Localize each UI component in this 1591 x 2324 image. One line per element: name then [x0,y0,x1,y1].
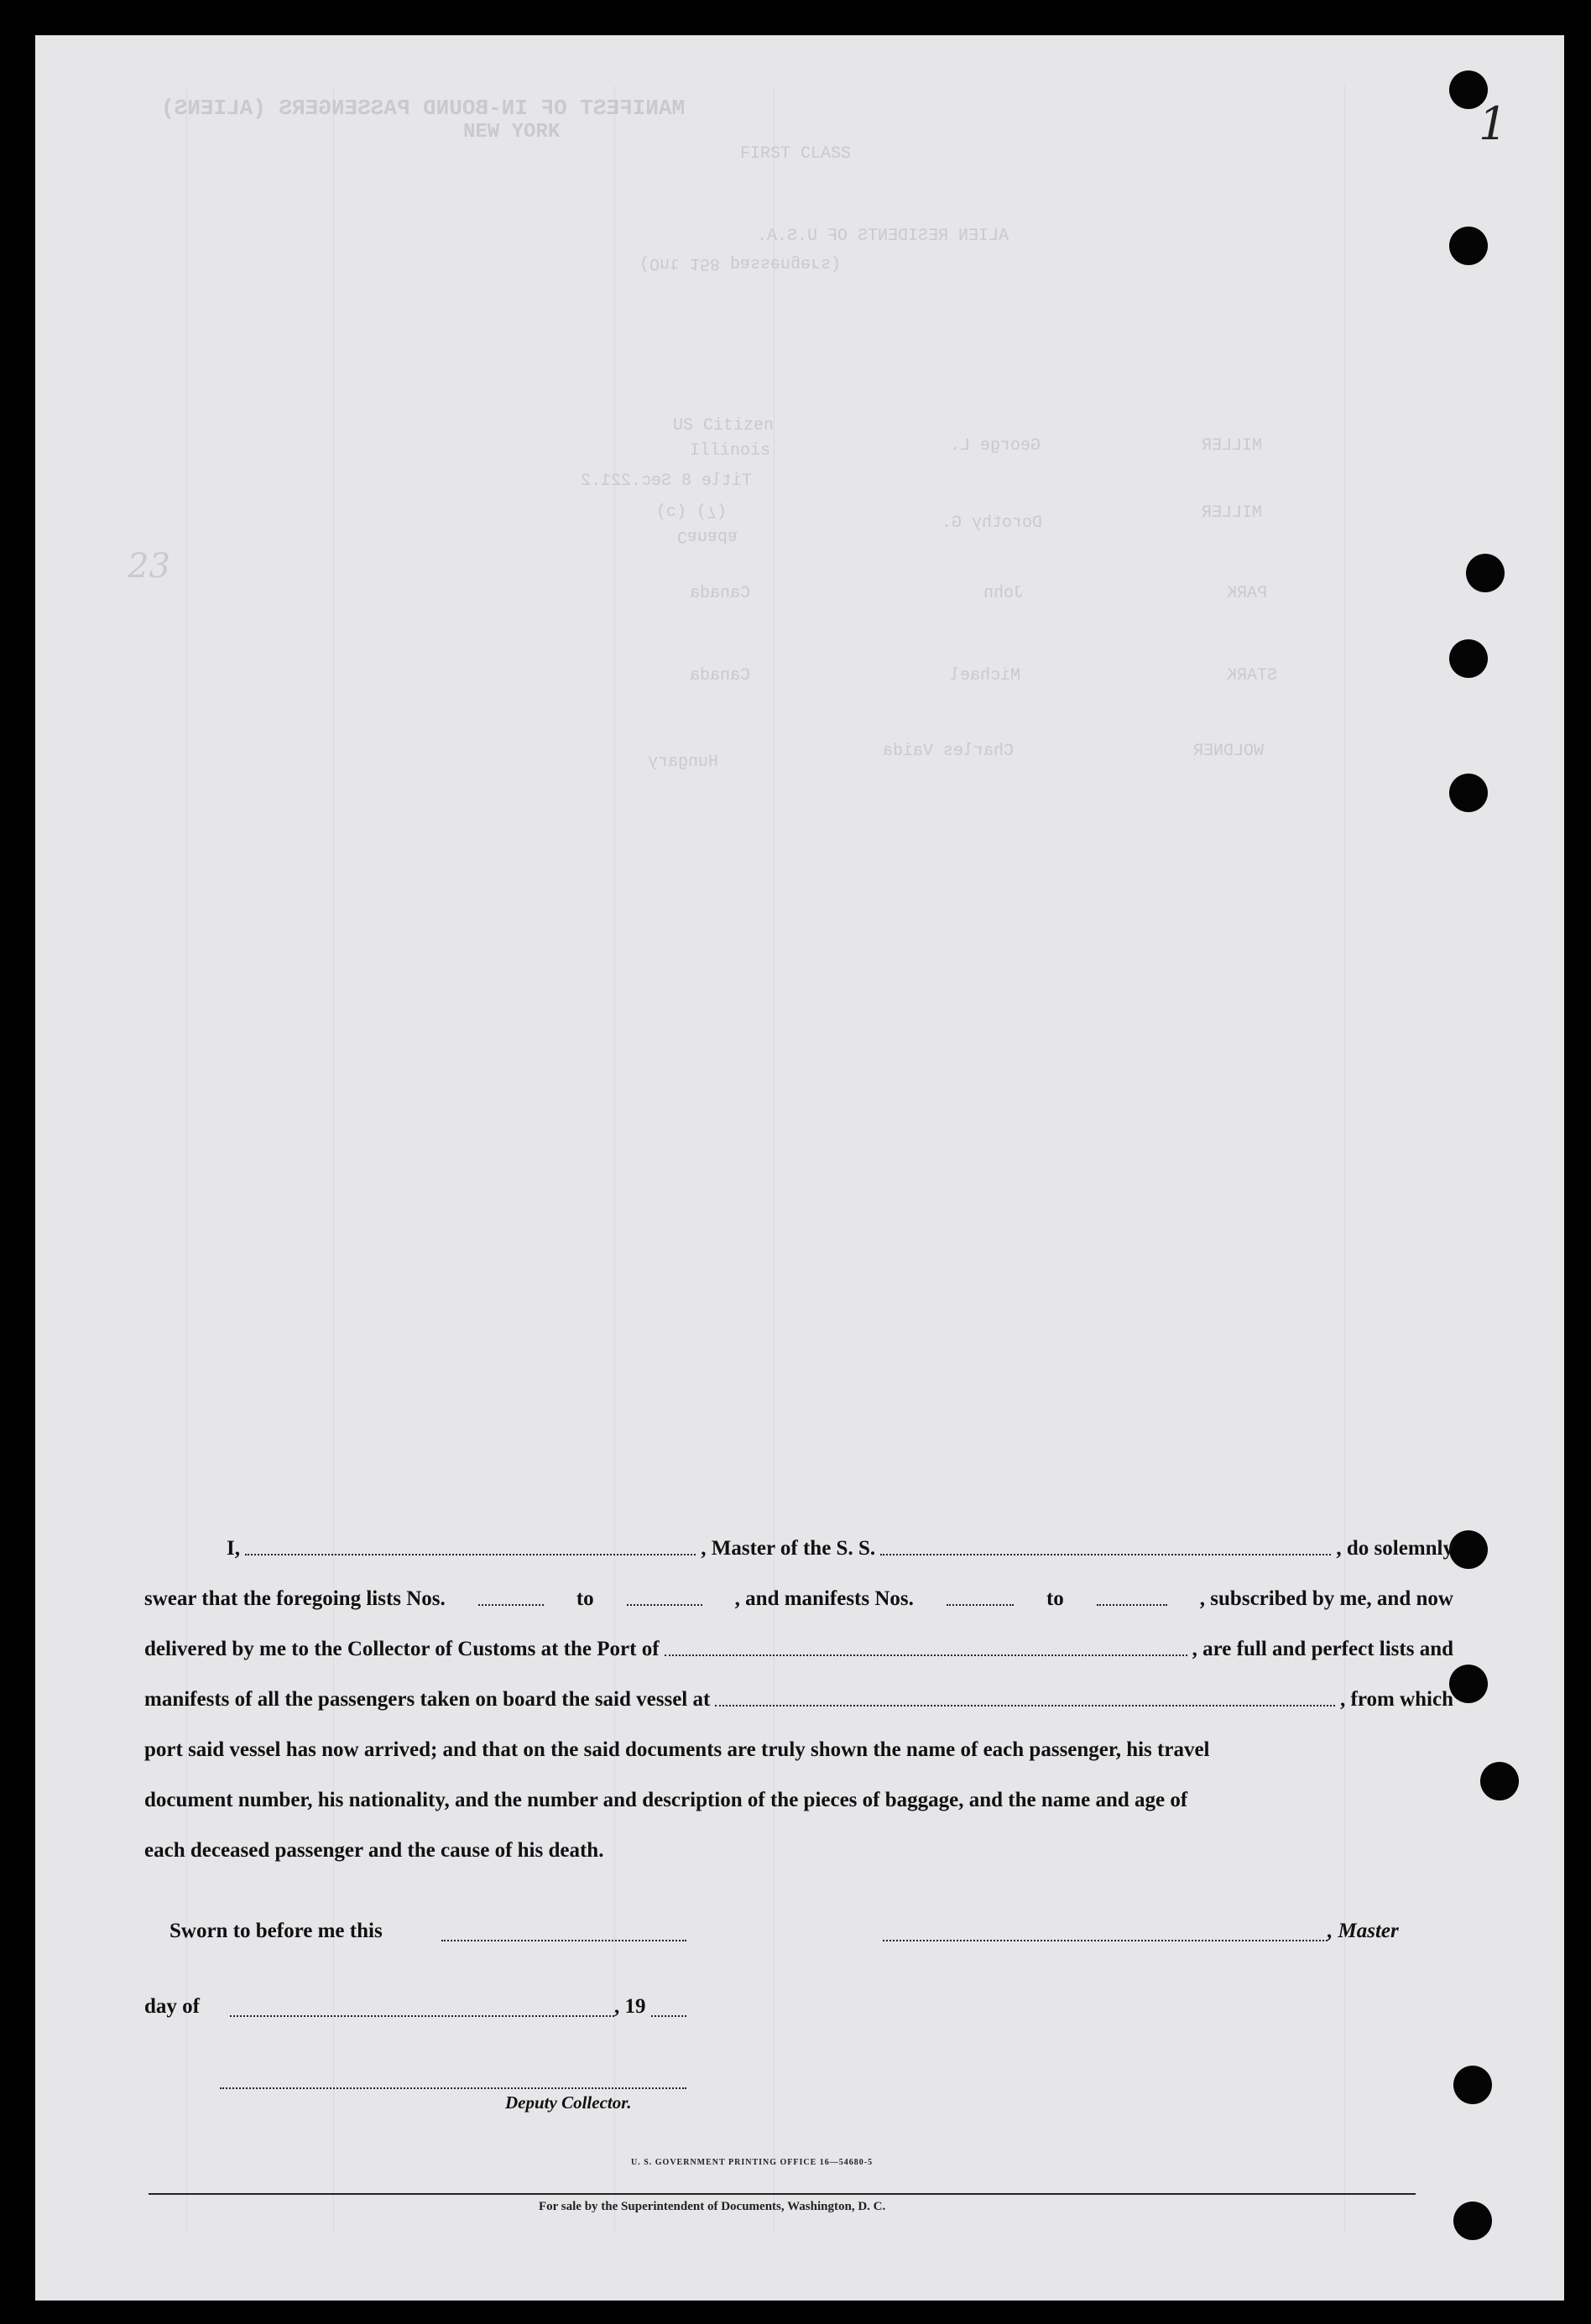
manifest-page [35,35,1564,2301]
blank-vessel-name[interactable] [880,1554,1331,1555]
blank-sworn-date[interactable] [441,1940,686,1941]
bleed-margin-number: 23 [128,547,170,586]
bleed-surname: MILLER [1202,503,1263,523]
printing-office-line: U. S. GOVERNMENT PRINTING OFFICE 16—54680-5 [631,2158,874,2167]
bleed-info: Title 8 Sec.221.2 [581,472,753,491]
oath-line [144,1537,1453,1561]
oath-text: manifests of all the passengers taken on board the said vessel at [144,1688,711,1711]
bleed-class: FIRST CLASS [740,144,852,164]
oath-text: , subscribed by me, and now [1199,1587,1453,1610]
punch-hole [1453,2066,1492,2104]
blank-day[interactable] [230,2015,614,2017]
oath-text: to [1046,1587,1064,1610]
bleed-surname: WOLDNER [1193,742,1265,761]
bleed-given: Michael [950,666,1021,685]
oath-line [144,1738,1453,1762]
punch-hole [1480,1762,1519,1800]
bleed-info: Canada [690,666,751,685]
punch-hole [1466,554,1505,592]
bleed-info: Canada [690,584,751,603]
oath-text: , do solemnly [1336,1537,1454,1560]
bleed-given: Dorothy G. [942,513,1043,533]
oath-line [144,1789,1453,1812]
blank-list-to[interactable] [627,1604,702,1606]
punch-hole [1449,774,1488,812]
bleed-info: Canada [677,526,738,545]
oath-line [144,1587,1453,1611]
day-of-label: day of [144,1995,200,2018]
bleed-section: ALIEN RESIDENTS OF U.S.A. [757,227,1009,246]
oath-line [144,1688,1453,1712]
bleed-given: John [983,584,1025,603]
year-label: , 19 [614,1995,646,2018]
oath-text: , and manifests Nos. [734,1587,914,1610]
bleed-note: (Ont 158 passengers) [639,253,842,273]
oath-text: , are full and perfect lists and [1192,1638,1453,1660]
oath-text: to [576,1587,594,1610]
oath-text: swear that the foregoing lists Nos. [144,1587,446,1610]
blank-port-of-embarkation[interactable] [715,1705,1335,1707]
blank-list-from[interactable] [478,1604,544,1606]
oath-text: delivered by me to the Collector of Customs at the Port of [144,1638,660,1660]
bleed-surname: MILLER [1202,436,1263,456]
bleed-info: Hungary [648,753,719,772]
punch-hole [1449,1530,1488,1569]
blank-manifest-from[interactable] [947,1604,1014,1606]
punch-hole [1449,1665,1488,1703]
bleed-info: US Citizen [673,416,775,435]
punch-hole [1449,639,1488,678]
oath-text: , from which [1340,1688,1453,1711]
deputy-collector-label: Deputy Collector. [505,2092,632,2113]
footer-rule [149,2193,1416,2195]
bleed-surname: PARK [1227,584,1268,603]
oath-line [144,1839,1453,1863]
oath-text: document number, his nationality, and the number and description of the pieces of baggage, and the name and age of [144,1789,1188,1811]
bleed-given: George L. [950,436,1041,456]
blank-deputy-signature[interactable] [220,2087,686,2089]
oath-text: port said vessel has now arrived; and that on the said documents are truly shown the name of each passenger, his travel [144,1738,1210,1761]
bleed-info: Illinois [690,441,771,461]
blank-master-signature[interactable] [883,1940,1328,1941]
page-number-mark: 1 [1479,97,1508,150]
sworn-label: Sworn to before me this [170,1920,383,1942]
bleed-given: Charles Vaida [883,742,1015,761]
punch-hole [1449,227,1488,265]
master-label: , Master [1328,1920,1399,1942]
oath-line [144,1638,1453,1661]
bleed-heading: MANIFEST OF IN-BOUND PASSENGERS (ALIENS) [161,96,686,121]
blank-master-name[interactable] [245,1554,696,1555]
blank-port[interactable] [665,1654,1187,1656]
oath-text: each deceased passenger and the cause of his death. [144,1839,604,1862]
bleed-info: (c) (7) [656,501,728,520]
blank-manifest-to[interactable] [1097,1604,1167,1606]
sale-notice: For sale by the Superintendent of Documents, Washington, D. C. [539,2200,886,2213]
punch-hole [1449,70,1488,109]
punch-hole [1453,2202,1492,2240]
blank-year[interactable] [651,2015,686,2017]
bleed-city: NEW YORK [463,121,561,143]
bleed-surname: STARK [1227,666,1278,685]
oath-paragraph [144,1537,1453,1923]
oath-text: , Master of the S. S. [701,1537,876,1560]
oath-text: I, [227,1537,240,1560]
